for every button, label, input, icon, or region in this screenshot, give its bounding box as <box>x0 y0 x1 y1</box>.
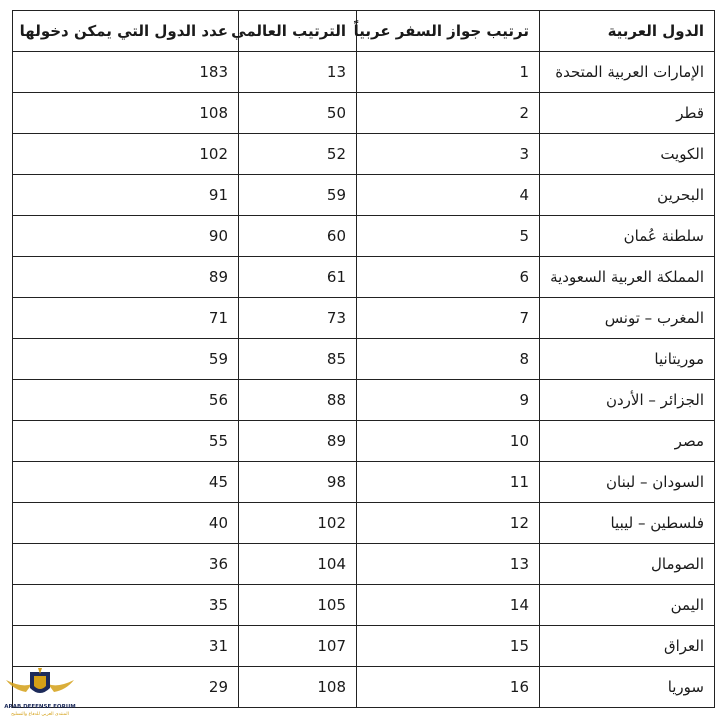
cell-country: سوريا <box>540 667 715 708</box>
cell-world-rank: 61 <box>239 257 357 298</box>
table-row <box>13 52 715 93</box>
cell-countries-count: 56 <box>13 380 239 421</box>
table-row <box>13 503 715 544</box>
table-row <box>13 585 715 626</box>
cell-countries-count: 91 <box>13 175 239 216</box>
cell-arab-rank: 10 <box>357 421 540 462</box>
cell-world-rank: 105 <box>239 585 357 626</box>
cell-countries-count: 90 <box>13 216 239 257</box>
cell-arab-rank: 11 <box>357 462 540 503</box>
cell-country: المملكة العربية السعودية <box>540 257 715 298</box>
cell-countries-count: 36 <box>13 544 239 585</box>
table-row <box>13 216 715 257</box>
cell-country: العراق <box>540 626 715 667</box>
cell-countries-count: 183 <box>13 52 239 93</box>
table-row <box>13 380 715 421</box>
cell-countries-count: 102 <box>13 134 239 175</box>
cell-country: الكويت <box>540 134 715 175</box>
watermark-subtext: المنتدى العربي للدفاع والتسليح <box>11 712 69 717</box>
table-row <box>13 93 715 134</box>
eagle-shield-logo-icon <box>2 666 78 718</box>
table-row <box>13 175 715 216</box>
cell-world-rank: 73 <box>239 298 357 339</box>
cell-arab-rank: 2 <box>357 93 540 134</box>
cell-arab-rank: 7 <box>357 298 540 339</box>
cell-arab-rank: 9 <box>357 380 540 421</box>
cell-country: اليمن <box>540 585 715 626</box>
cell-country: سلطنة عُمان <box>540 216 715 257</box>
table-row <box>13 421 715 462</box>
passport-ranking-table <box>12 10 715 708</box>
header-country: الدول العربية <box>540 11 715 52</box>
cell-arab-rank: 5 <box>357 216 540 257</box>
cell-countries-count: 55 <box>13 421 239 462</box>
cell-country: مصر <box>540 421 715 462</box>
cell-countries-count: 45 <box>13 462 239 503</box>
cell-world-rank: 108 <box>239 667 357 708</box>
cell-country: المغرب – تونس <box>540 298 715 339</box>
header-row <box>13 11 715 52</box>
cell-countries-count: 31 <box>13 626 239 667</box>
cell-world-rank: 60 <box>239 216 357 257</box>
table-row <box>13 462 715 503</box>
cell-country: الجزائر – الأردن <box>540 380 715 421</box>
cell-world-rank: 98 <box>239 462 357 503</box>
cell-arab-rank: 14 <box>357 585 540 626</box>
cell-world-rank: 104 <box>239 544 357 585</box>
cell-country: موريتانيا <box>540 339 715 380</box>
cell-arab-rank: 1 <box>357 52 540 93</box>
cell-arab-rank: 6 <box>357 257 540 298</box>
cell-world-rank: 107 <box>239 626 357 667</box>
header-world-rank: الترتيب العالمي <box>239 11 357 52</box>
table-row <box>13 339 715 380</box>
cell-country: فلسطين – ليبيا <box>540 503 715 544</box>
cell-world-rank: 88 <box>239 380 357 421</box>
table-row <box>13 626 715 667</box>
cell-countries-count: 59 <box>13 339 239 380</box>
cell-country: البحرين <box>540 175 715 216</box>
cell-countries-count: 40 <box>13 503 239 544</box>
table-row <box>13 134 715 175</box>
table-row <box>13 667 715 708</box>
cell-arab-rank: 12 <box>357 503 540 544</box>
cell-country: السودان – لبنان <box>540 462 715 503</box>
cell-world-rank: 52 <box>239 134 357 175</box>
cell-arab-rank: 16 <box>357 667 540 708</box>
watermark-text: ARAB DEFENSE FORUM <box>4 704 76 710</box>
cell-country: الإمارات العربية المتحدة <box>540 52 715 93</box>
cell-arab-rank: 4 <box>357 175 540 216</box>
cell-countries-count: 108 <box>13 93 239 134</box>
cell-countries-count: 29 <box>13 667 239 708</box>
cell-world-rank: 85 <box>239 339 357 380</box>
header-arab-rank: ترتيب جواز السفر عربياً <box>357 11 540 52</box>
cell-arab-rank: 3 <box>357 134 540 175</box>
cell-arab-rank: 8 <box>357 339 540 380</box>
cell-world-rank: 13 <box>239 52 357 93</box>
cell-countries-count: 35 <box>13 585 239 626</box>
table-row <box>13 298 715 339</box>
cell-countries-count: 71 <box>13 298 239 339</box>
watermark-logo <box>2 666 78 718</box>
cell-world-rank: 102 <box>239 503 357 544</box>
cell-arab-rank: 15 <box>357 626 540 667</box>
table-row <box>13 544 715 585</box>
cell-world-rank: 59 <box>239 175 357 216</box>
cell-arab-rank: 13 <box>357 544 540 585</box>
cell-country: الصومال <box>540 544 715 585</box>
cell-world-rank: 50 <box>239 93 357 134</box>
cell-countries-count: 89 <box>13 257 239 298</box>
table-row <box>13 257 715 298</box>
cell-world-rank: 89 <box>239 421 357 462</box>
header-countries-count: عدد الدول التي يمكن دخولها <box>13 11 239 52</box>
cell-country: قطر <box>540 93 715 134</box>
